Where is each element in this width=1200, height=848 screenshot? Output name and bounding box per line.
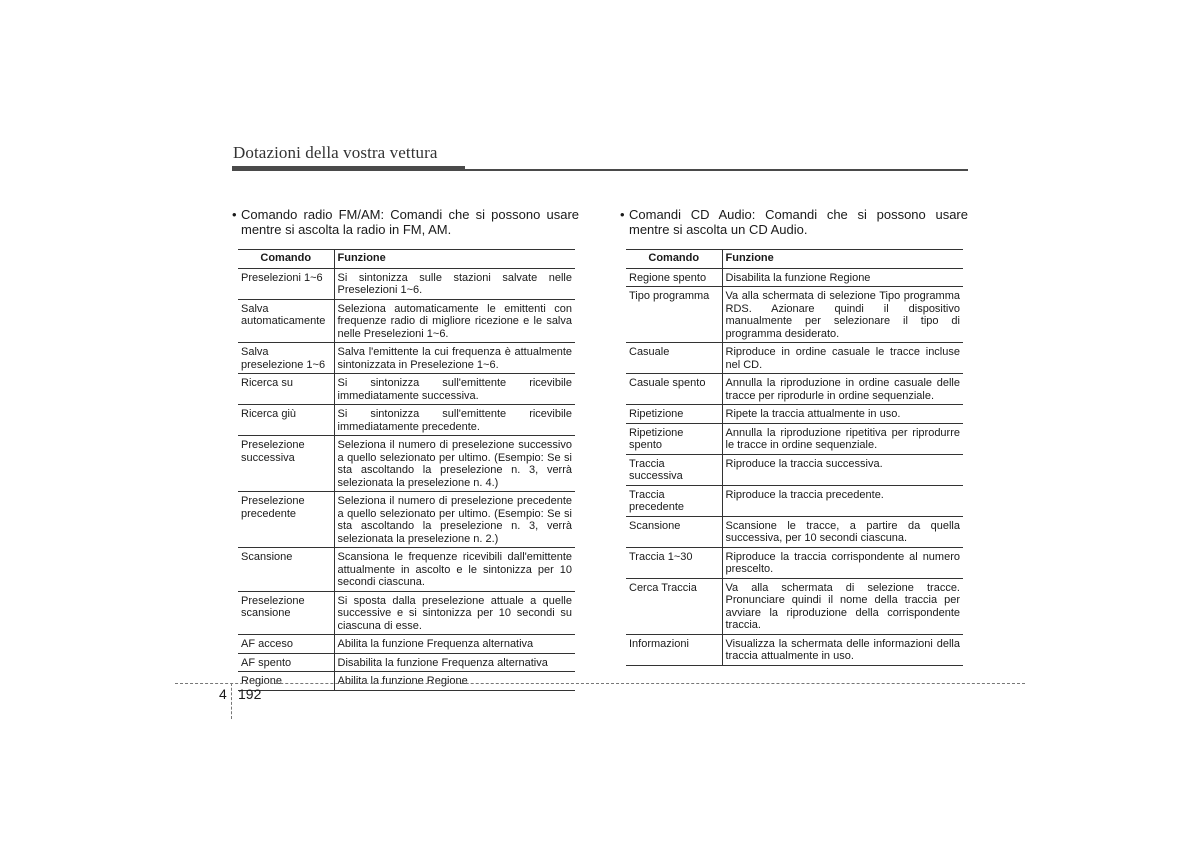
command-cell: Casuale	[626, 343, 722, 374]
command-cell: Ripetizione spento	[626, 423, 722, 454]
page-number: 192	[238, 686, 262, 702]
header-rule-thin	[465, 169, 968, 171]
command-cell: Informazioni	[626, 634, 722, 665]
command-cell: Salva automaticamente	[238, 299, 334, 343]
function-cell: Annulla la riproduzione ripetitiva per riprodurre le tracce in ordine sequenziale.	[722, 423, 963, 454]
command-cell: Regione	[238, 672, 334, 691]
table-row	[626, 405, 963, 424]
column-header-function: Funzione	[722, 250, 963, 269]
command-cell: Preselezione precedente	[238, 492, 334, 548]
table-row	[626, 343, 963, 374]
table-row	[626, 374, 963, 405]
function-cell: Seleziona il numero di preselezione precedente a quello selezionato per ultimo. (Esempio: Se si sta ascoltando la preselezione n. 3, verrà selezionata la preselezione n. 2.)	[334, 492, 575, 548]
command-cell: Traccia successiva	[626, 454, 722, 485]
table-row	[626, 454, 963, 485]
radio-commands-body	[238, 268, 575, 690]
footer-dashed-rule	[175, 683, 1025, 684]
command-cell: Ripetizione	[626, 405, 722, 424]
command-cell: AF spento	[238, 653, 334, 672]
cd-commands-table	[626, 249, 963, 666]
function-cell: Scansione le tracce, a partire da quella successiva, per 10 secondi ciascuna.	[722, 516, 963, 547]
column-header-command: Comando	[238, 250, 334, 269]
command-cell: Traccia precedente	[626, 485, 722, 516]
table-row	[238, 268, 575, 299]
table-row	[626, 485, 963, 516]
header-rule-thick	[232, 166, 465, 171]
bullet: •	[232, 207, 237, 222]
page-header-title: Dotazioni della vostra vettura	[233, 143, 438, 162]
radio-commands-table	[238, 249, 575, 691]
radio-intro-text: Comando radio FM/AM: Comandi che si possono usare mentre si ascolta la radio in FM, AM.	[241, 207, 579, 237]
table-row	[238, 374, 575, 405]
command-cell: Tipo programma	[626, 287, 722, 343]
table-row	[238, 672, 575, 691]
table-row	[238, 653, 575, 672]
function-cell: Riproduce in ordine casuale le tracce incluse nel CD.	[722, 343, 963, 374]
bullet: •	[620, 207, 625, 222]
table-row	[626, 268, 963, 287]
function-cell: Si sintonizza sull'emittente ricevibile immediatamente successiva.	[334, 374, 575, 405]
chapter-number: 4	[219, 686, 227, 702]
command-cell: Cerca Traccia	[626, 578, 722, 634]
table-row	[626, 287, 963, 343]
function-cell: Scansiona le frequenze ricevibili dall'emittente attualmente in ascolto e le sintonizza per 10 secondi ciascuna.	[334, 548, 575, 592]
command-cell: Ricerca giù	[238, 405, 334, 436]
table-row	[238, 492, 575, 548]
table-row	[238, 405, 575, 436]
function-cell: Riproduce la traccia corrispondente al numero prescelto.	[722, 547, 963, 578]
table-row	[626, 516, 963, 547]
cd-intro	[620, 207, 968, 237]
function-cell: Annulla la riproduzione in ordine casuale delle tracce per riprodurle in ordine sequenziale.	[722, 374, 963, 405]
function-cell: Abilita la funzione Frequenza alternativa	[334, 635, 575, 654]
function-cell: Salva l'emittente la cui frequenza è attualmente sintonizzata in Preselezione 1~6.	[334, 343, 575, 374]
radio-intro	[232, 207, 579, 237]
footer-dashed-divider	[231, 683, 232, 719]
table-row	[626, 634, 963, 665]
table-row	[238, 436, 575, 492]
table-row	[238, 548, 575, 592]
function-cell: Si sintonizza sulle stazioni salvate nelle Preselezioni 1~6.	[334, 268, 575, 299]
table-row	[626, 578, 963, 634]
command-cell: AF acceso	[238, 635, 334, 654]
command-cell: Scansione	[626, 516, 722, 547]
function-cell: Si sposta dalla preselezione attuale a quelle successive e si sintonizza per 10 secondi su ciascuna di esse.	[334, 591, 575, 635]
function-cell: Si sintonizza sull'emittente ricevibile immediatamente precedente.	[334, 405, 575, 436]
table-row	[238, 299, 575, 343]
table-header-row	[626, 250, 963, 269]
table-row	[626, 547, 963, 578]
table-row	[238, 635, 575, 654]
command-cell: Preselezioni 1~6	[238, 268, 334, 299]
function-cell: Seleziona il numero di preselezione successivo a quello selezionato per ultimo. (Esempio: Se si sta ascoltando la preselezione n. 3, verrà selezionata la preselezione n. 4.)	[334, 436, 575, 492]
function-cell: Va alla schermata di selezione tracce. Pronunciare quindi il nome della traccia per avviare la riproduzione della corrispondente traccia.	[722, 578, 963, 634]
table-row	[238, 343, 575, 374]
function-cell: Riproduce la traccia precedente.	[722, 485, 963, 516]
command-cell: Casuale spento	[626, 374, 722, 405]
cd-intro-text: Comandi CD Audio: Comandi che si possono usare mentre si ascolta un CD Audio.	[629, 207, 968, 237]
function-cell: Riproduce la traccia successiva.	[722, 454, 963, 485]
column-header-command: Comando	[626, 250, 722, 269]
function-cell: Seleziona automaticamente le emittenti con frequenze radio di migliore ricezione e le salva nelle Preselezioni 1~6.	[334, 299, 575, 343]
command-cell: Regione spento	[626, 268, 722, 287]
function-cell: Ripete la traccia attualmente in uso.	[722, 405, 963, 424]
table-row	[626, 423, 963, 454]
command-cell: Salva preselezione 1~6	[238, 343, 334, 374]
column-header-function: Funzione	[334, 250, 575, 269]
function-cell: Va alla schermata di selezione Tipo programma RDS. Azionare quindi il dispositivo manualmente per selezionare il tipo di programma desiderato.	[722, 287, 963, 343]
cd-commands-body	[626, 268, 963, 665]
table-header-row	[238, 250, 575, 269]
function-cell: Visualizza la schermata delle informazioni della traccia attualmente in uso.	[722, 634, 963, 665]
command-cell: Ricerca su	[238, 374, 334, 405]
command-cell: Scansione	[238, 548, 334, 592]
command-cell: Preselezione scansione	[238, 591, 334, 635]
command-cell: Traccia 1~30	[626, 547, 722, 578]
command-cell: Preselezione successiva	[238, 436, 334, 492]
table-row	[238, 591, 575, 635]
function-cell: Disabilita la funzione Frequenza alternativa	[334, 653, 575, 672]
function-cell: Abilita la funzione Regione	[334, 672, 575, 691]
function-cell: Disabilita la funzione Regione	[722, 268, 963, 287]
